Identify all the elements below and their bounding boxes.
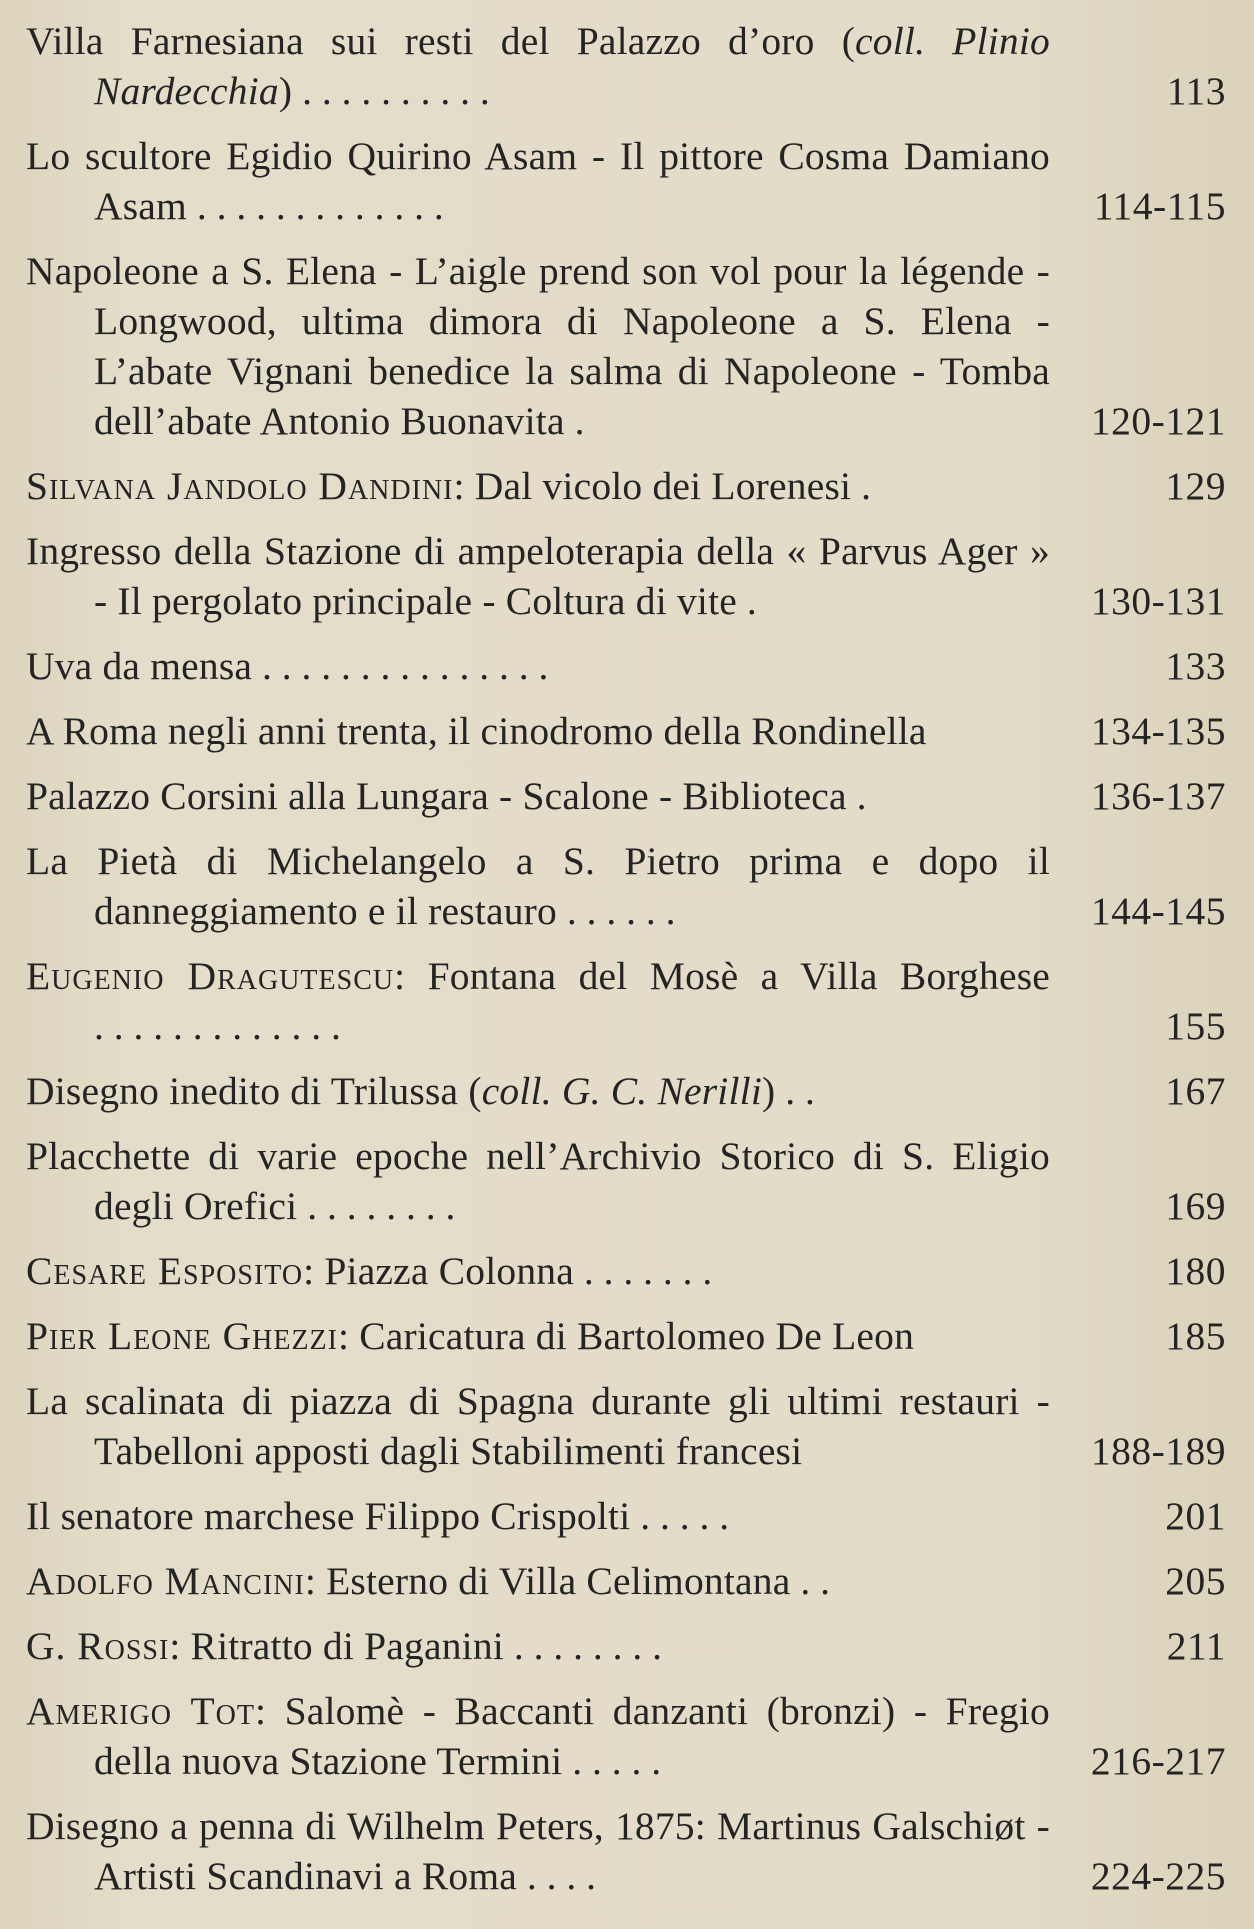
entry-title-text: : Ritratto di Paganini [169,1624,504,1668]
index-entry [26,1621,1226,1671]
entry-title [26,1556,1050,1606]
page-number: 134-135 [1090,709,1226,753]
entry-title [26,951,1050,1051]
index-entry [26,1131,1226,1231]
page-number: 188-189 [1090,1429,1226,1473]
dot-leader: . . [775,1069,815,1113]
entry-title-text: Placchette di varie epoche nell’Archivio Storico di S. Eligio degli Orefici [26,1134,1050,1228]
dot-leader: . [846,774,867,818]
page-number: 201 [1165,1494,1226,1538]
entry-title-text: : Dal vicolo dei Lorenesi [453,464,852,508]
index-entry [26,1491,1226,1541]
page-number: 136-137 [1090,774,1226,818]
index-entry [26,1556,1226,1606]
entry-title [26,1801,1050,1901]
page-number: 167 [1165,1069,1226,1113]
index-entry [26,1376,1226,1476]
page-number: 133 [1165,644,1226,688]
entry-title [26,641,1050,691]
entry-title-text: : Piazza Colonna [303,1249,574,1293]
entry-author: Pier Leone Ghezzi [26,1314,338,1358]
entry-author: Adolfo Mancini [26,1559,305,1603]
page-number: 113 [1166,69,1226,113]
index-entry [26,951,1226,1051]
entry-title-text: : Salomè - Baccanti danzanti (bronzi) - Fregio della nuova Stazione Termini [94,1689,1050,1783]
entry-title [26,1066,1050,1116]
entry-title [26,1491,1050,1541]
dot-leader: . . . . . . . . . . . . . [186,184,444,228]
dot-leader: . . [790,1559,830,1603]
entry-title-text: ) [762,1069,776,1113]
entry-title-italic: coll. G. C. Nerilli [481,1069,763,1113]
entry-title-text: : Esterno di Villa Celimontana [304,1559,791,1603]
dot-leader: . . . . . . . . . . [292,69,490,113]
index-entry [26,131,1226,231]
entry-title-text: Il senatore marchese Filippo Crispolti [26,1494,631,1538]
entry-title-text: : Fontana del Mosè a Villa Borghese [394,954,1050,998]
index-entry [26,1686,1226,1786]
entry-title-text: A Roma negli anni trenta, il cinodromo della Rondinella [26,709,927,753]
entry-author: Silvana Jandolo Dandini [26,464,454,508]
entry-title [26,1311,1050,1361]
index-entry [26,16,1226,116]
entry-title-text: Uva da mensa [26,644,253,688]
dot-leader: . . . . . [630,1494,730,1538]
dot-leader: . . . . . . [556,889,676,933]
entry-title [26,771,1050,821]
dot-leader: . [851,464,871,508]
entry-title [26,1131,1050,1231]
page-number: 216-217 [1090,1739,1226,1783]
entry-title-text: ) [278,69,293,113]
dot-leader: . . . . . . . . . . . . . . . [252,644,549,688]
entry-title-text: Disegno a penna di Wilhelm Peters, 1875: Martinus Galschiøt - Artisti Scandinavi a Roma [26,1804,1050,1898]
index-entry [26,771,1226,821]
index-entry [26,246,1226,446]
page-number: 205 [1165,1559,1226,1603]
index-entry [26,526,1226,626]
entry-title [26,246,1050,446]
entry-title-text: Palazzo Corsini alla Lungara - Scalone - Biblioteca [26,774,847,818]
entry-title-text: Disegno inedito di Trilussa ( [26,1069,482,1113]
index-entry [26,1801,1226,1901]
page-number: 185 [1165,1314,1226,1358]
entry-title [26,131,1050,231]
entry-title [26,1376,1050,1476]
entry-title-text: Napoleone a S. Elena - L’aigle prend son vol pour la légende - Longwood, ultima dimora di Napoleone a S. Elena - L’abate Vignani benedice la salma di Napoleone - Tomba dell’abate Antonio Buonavita [26,249,1050,443]
dot-leader: . . . . . . . . [503,1624,662,1668]
entry-title-text: Lo scultore Egidio Quirino Asam - Il pittore Cosma Damiano Asam [26,134,1050,228]
entry-author: Amerigo Tot [26,1689,255,1733]
dot-leader: . [564,399,585,443]
dot-leader: . . . . . . . [573,1249,713,1293]
page-number: 180 [1165,1249,1226,1293]
entry-title-text: : Caricatura di Bartolomeo De Leon [337,1314,915,1358]
page-number: 169 [1165,1184,1226,1228]
entry-title [26,1621,1050,1671]
page-number: 155 [1165,1004,1226,1048]
entry-title-text: Villa Farnesiana sui resti del Palazzo d’oro ( [26,19,856,63]
dot-leader: . . . . [516,1854,596,1898]
page-number: 211 [1166,1624,1226,1668]
entry-title [26,706,1050,756]
page-number: 130-131 [1090,579,1226,623]
page-number: 224-225 [1090,1854,1226,1898]
entry-title [26,526,1050,626]
page-number: 129 [1165,464,1226,508]
entry-title [26,836,1050,936]
index-entry [26,461,1226,511]
entry-author: Cesare Esposito [26,1249,304,1293]
dot-leader: . . . . . . . . [297,1184,456,1228]
page-number: 144-145 [1090,889,1226,933]
index-entry [26,641,1226,691]
entry-title [26,1686,1050,1786]
entry-title-italic: coll. Plinio Nardecchia [94,19,1050,113]
entry-title-text: La Pietà di Michelangelo a S. Pietro prima e dopo il danneggiamento e il restauro [26,839,1050,933]
index-entry [26,1311,1226,1361]
index-entry [26,836,1226,936]
entry-title-text: Ingresso della Stazione di ampeloterapia della « Parvus Ager » - Il pergolato principale - Coltura di vite [26,529,1050,623]
entry-title [26,1246,1050,1296]
page-number: 114-115 [1093,184,1226,228]
dot-leader: . . . . . [562,1739,662,1783]
dot-leader: . . . . . . . . . . . . . [94,1004,341,1048]
entry-title-text: La scalinata di piazza di Spagna durante gli ultimi restauri - Tabelloni apposti dagli Stabilimenti francesi [26,1379,1050,1473]
index-entry [26,1066,1226,1116]
page-number: 120-121 [1090,399,1226,443]
dot-leader: . [736,579,757,623]
entry-author: G. Rossi [26,1624,170,1668]
index-entry [26,706,1226,756]
entry-title [26,16,1050,116]
entry-author: Eugenio Dragutescu [26,954,395,998]
index-entry [26,1246,1226,1296]
entry-title [26,461,1050,511]
